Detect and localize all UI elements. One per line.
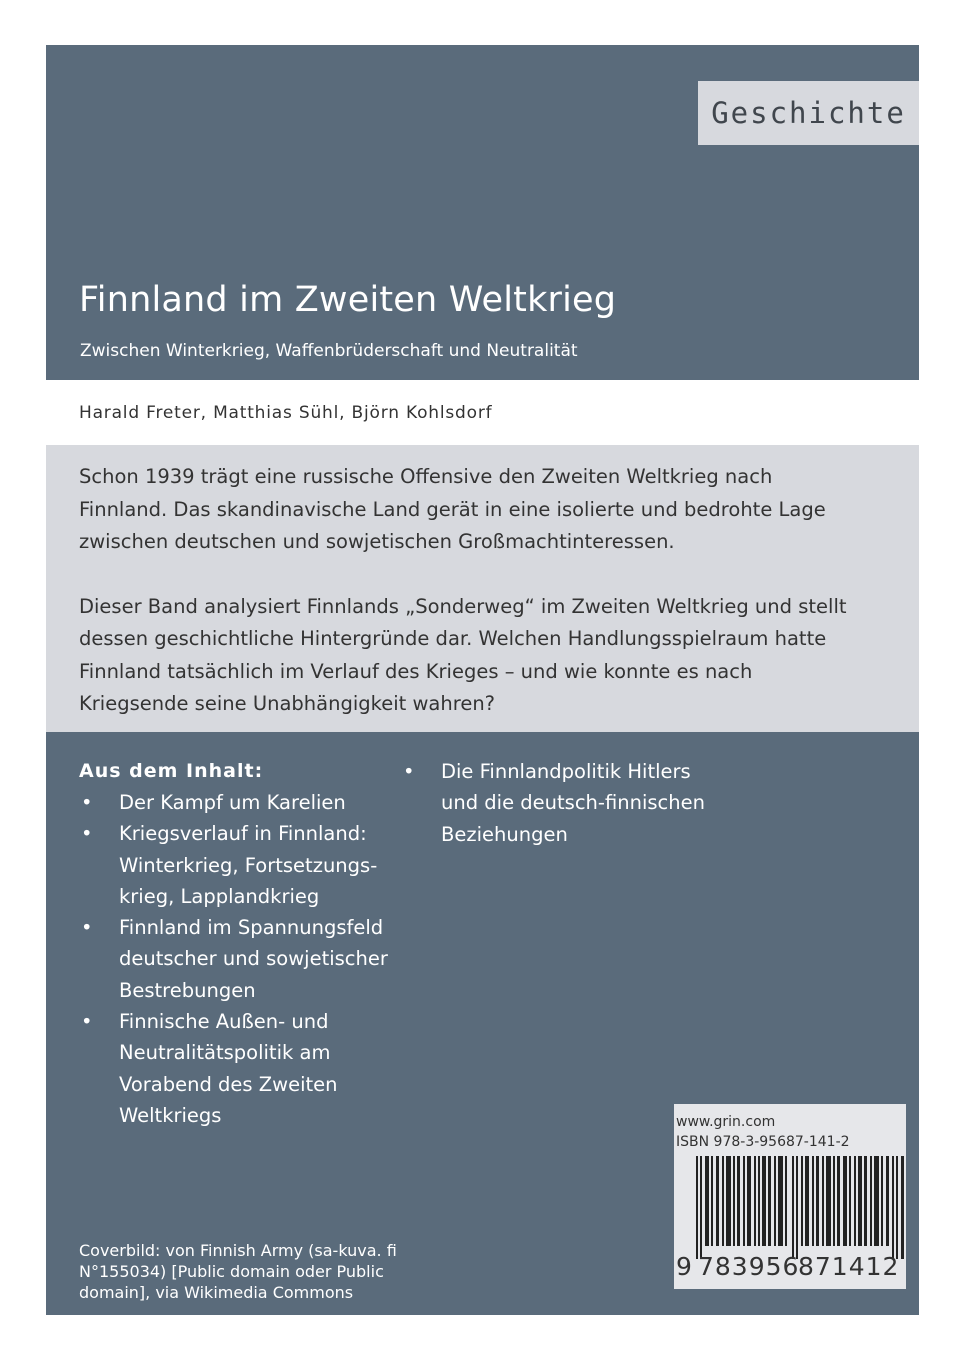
- publisher-url: www.grin.com: [676, 1114, 776, 1130]
- bullet-icon: •: [81, 916, 93, 940]
- contents-column-left: [79, 756, 409, 1131]
- list-item-text: Kriegsverlauf in Finnland: Winterkrieg, Fortsetzungskrieg, Lapplandkrieg: [119, 822, 378, 908]
- book-subtitle: Zwischen Winterkrieg, Waffenbrüderschaft und Neutralität: [80, 341, 578, 361]
- list-item-text: Die Finnlandpolitik Hitlers und die deutsch-finnischen Beziehungen: [441, 760, 705, 846]
- barcode-first-digit: 9: [676, 1252, 693, 1281]
- list-item-text: Finnische Außen- und Neutralitätspolitik am Vorabend des Zweiten Weltkriegs: [119, 1010, 338, 1127]
- cover-credit: Coverbild: von Finnish Army (sa-kuva. fi N°155034) [Public domain oder Public domain], via Wikimedia Commons: [79, 1241, 397, 1302]
- book-title: Finnland im Zweiten Weltkrieg: [79, 280, 617, 320]
- contents-list: [401, 756, 731, 850]
- blurb-panel: [46, 445, 919, 732]
- list-item-text: Der Kampf um Karelien: [119, 791, 346, 814]
- bullet-icon: •: [81, 1010, 93, 1034]
- bullet-icon: •: [81, 822, 93, 846]
- contents-heading: Aus dem Inhalt:: [79, 760, 264, 782]
- barcode-graphic: [696, 1156, 906, 1259]
- top-title-panel: [46, 45, 919, 380]
- barcode-group-1: 783956: [698, 1252, 800, 1281]
- bullet-icon: •: [81, 791, 93, 814]
- list-item: [79, 912, 409, 1006]
- list-item: [79, 1006, 409, 1131]
- barcode-group-2: 871412: [798, 1252, 900, 1281]
- category-label: Geschichte: [698, 81, 919, 145]
- bullet-icon: •: [403, 760, 415, 783]
- barcode-box: [674, 1104, 906, 1289]
- blurb-paragraph-2: Dieser Band analysiert Finnlands „Sonderweg“ im Zweiten Weltkrieg und stellt dessen geschichtliche Hintergründe dar. Welchen Handlungsspielraum hatte Finnland tatsächlich im Verlauf des Krieges – und wie konnte es nach Kriegsende seine Unabhängigkeit wahren?: [79, 594, 847, 715]
- blurb-paragraph-1: Schon 1939 trägt eine russische Offensive den Zweiten Weltkrieg nach Finnland. Das skandinavische Land gerät in eine isolierte und bedrohte Lage zwischen deutschen und sowjetischen Großmachtinteressen.: [79, 465, 826, 553]
- list-item: [79, 787, 409, 818]
- list-item-text: Finnland im Spannungsfeld deutscher und sowjetischer Bestrebungen: [119, 916, 388, 1002]
- list-item: [79, 818, 409, 912]
- contents-list: [79, 787, 409, 1131]
- authors: Harald Freter, Matthias Sühl, Björn Kohlsdorf: [79, 403, 493, 423]
- contents-panel: [46, 732, 919, 1315]
- list-item: [401, 756, 731, 850]
- contents-column-right: [401, 756, 731, 850]
- isbn-text: ISBN 978-3-95687-141-2: [676, 1134, 850, 1150]
